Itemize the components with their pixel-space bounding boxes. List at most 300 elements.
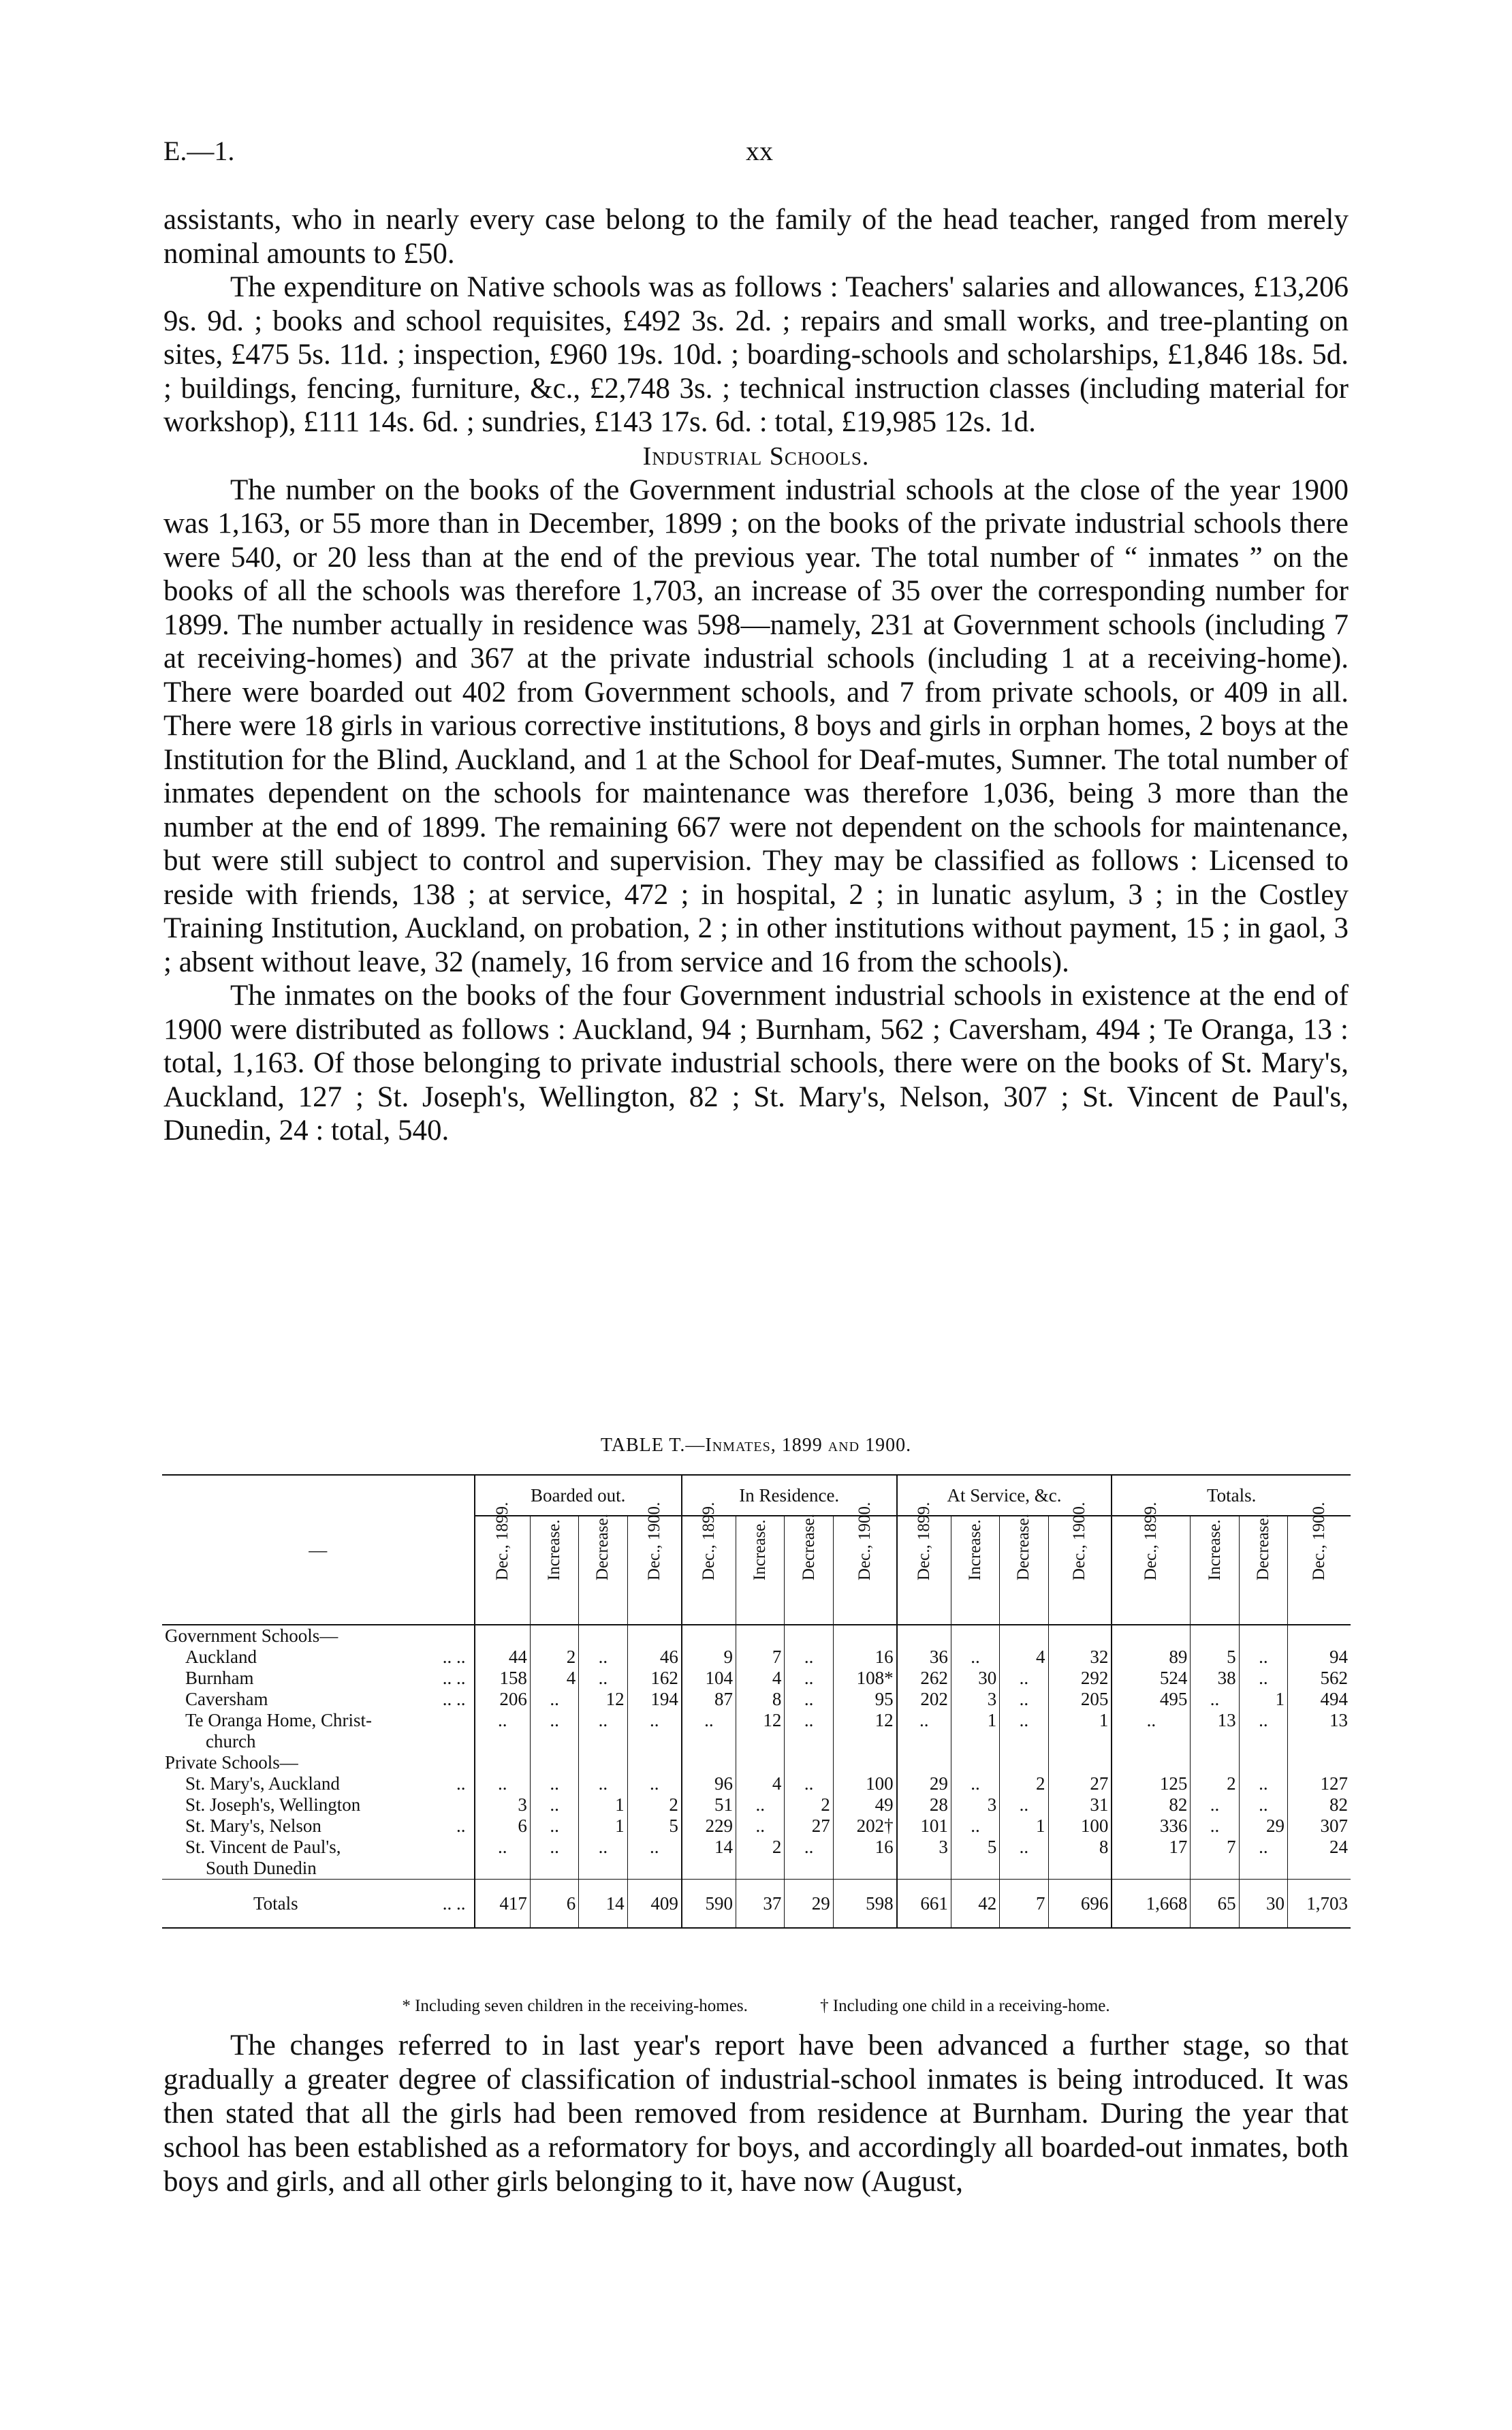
totals-row [162,1880,1351,1929]
table-cell [1191,1858,1239,1880]
row-label [162,1647,475,1668]
table-cell [785,1858,833,1880]
table-cell [627,1858,682,1880]
table-cell [475,1625,531,1647]
table-cell: 1,703 [1288,1880,1351,1929]
table-cell: .. [530,1816,578,1837]
table-cell: .. [736,1794,785,1816]
row-label-text: St. Vincent de Paul's, [185,1837,341,1857]
table-cell: 28 [897,1794,951,1816]
table-row [162,1837,1351,1858]
row-label-leader: .. .. [442,1689,466,1709]
table-cell: 82 [1112,1794,1190,1816]
table-cell [1239,1858,1287,1880]
footnote: † Including one child in a receiving-home. [820,1997,1110,2015]
table-cell: 307 [1288,1816,1351,1837]
table-cell: .. [682,1710,736,1731]
table-row [162,1731,1351,1752]
table-cell: 27 [785,1816,833,1837]
table-cell: 37 [736,1880,785,1929]
table-cell: 36 [897,1647,951,1668]
row-label-leader: .. [456,1773,466,1794]
table-cell: 6 [475,1816,531,1837]
column-header-label: Dec., 1900. [644,1501,663,1580]
table-cell: .. [475,1773,531,1794]
table-cell: .. [785,1773,833,1794]
table-cell [530,1625,578,1647]
table-cell [1112,1858,1190,1880]
table-cell [1288,1731,1351,1752]
table-cell: 27 [1048,1773,1112,1794]
column-header [475,1501,531,1625]
table-cell [1191,1625,1239,1647]
table-cell [682,1731,736,1752]
table-cell: 16 [833,1837,896,1858]
table-row [162,1858,1351,1880]
column-header [833,1501,896,1625]
column-header [1000,1513,1048,1625]
table-cell: 125 [1112,1773,1190,1794]
row-label-text: St. Joseph's, Wellington [185,1794,361,1815]
row-label-leader: .. .. [442,1892,466,1914]
column-header [682,1501,736,1625]
table-cell: 417 [475,1880,531,1929]
table-cell [627,1625,682,1647]
row-label [162,1858,475,1880]
column-header [1048,1501,1112,1625]
table-cell: .. [627,1710,682,1731]
paragraph: The inmates on the books of the four Government industrial schools in existence at the end of 1900 were distributed as follows : Auckland, 94 ; Burnham, 562 ; Caversham, 494 ; Te Oranga, 13 : total, 1,163. Of those belonging to private industrial schools, there were on the books of St. Mary's, Auckland, 127 ; St. Joseph's, Wellington, 82 ; St. Mary's, Nelson, 307 ; St. Vincent de Paul's, Dunedin, 24 : total, 540. [163,980,1349,1147]
table-cell: 1 [579,1816,627,1837]
table-cell: 9 [682,1647,736,1668]
table-cell: 16 [833,1647,896,1668]
table-cell [833,1752,896,1773]
table-cell: 1 [579,1794,627,1816]
table-cell [1239,1625,1287,1647]
column-header [579,1513,627,1625]
table-cell: 3 [897,1837,951,1858]
table-cell: 158 [475,1668,531,1689]
table-cell: 1 [1000,1816,1048,1837]
table-cell: .. [530,1773,578,1794]
table-cell: .. [1191,1794,1239,1816]
group-at-service: At Service, &c. [897,1475,1112,1516]
table-cell: .. [579,1773,627,1794]
row-label-text: Totals [253,1892,298,1914]
paragraph: The changes referred to in last year's report have been advanced a further stage, so that gradually a greater degree of classification of industrial-school inmates is being introduced. It was then stated that all the girls had been removed from residence at Burnham. During the year that school has been established as a reformatory for boys, and accordingly all boarded-out inmates, both boys and girls, and all other girls belonging to it, have now (August, [163,2029,1349,2198]
table-footnotes [163,1997,1349,2016]
paragraph: assistants, who in nearly every case belong to the family of the head teacher, ranged from merely nominal amounts to £50. [163,204,1349,270]
table-cell: 87 [682,1689,736,1710]
table-cell: 3 [951,1689,999,1710]
table-cell: 202† [833,1816,896,1837]
table-cell [1112,1625,1190,1647]
table-cell: .. [1000,1689,1048,1710]
table-cell [1288,1752,1351,1773]
table-cell: 24 [1288,1837,1351,1858]
row-label-leader: .. .. [442,1647,466,1667]
row-label-text: Government Schools— [165,1625,338,1646]
table-cell [1288,1858,1351,1880]
table-cell [1191,1731,1239,1752]
row-label [162,1752,475,1773]
table-cell: 229 [682,1816,736,1837]
table-cell: 38 [1191,1668,1239,1689]
table-cell [1000,1858,1048,1880]
table-cell: .. [785,1689,833,1710]
table-cell [1112,1752,1190,1773]
table-cell: 2 [627,1794,682,1816]
group-totals: Totals. [1112,1475,1351,1516]
column-header-label: Decrease. [1253,1513,1272,1580]
column-header-label: Increase. [545,1518,564,1580]
table-cell: 82 [1288,1794,1351,1816]
table-cell: .. [897,1710,951,1731]
row-label [162,1731,475,1752]
row-label [162,1773,475,1794]
table-cell: .. [579,1668,627,1689]
table-cell: 30 [951,1668,999,1689]
table-cell: 2 [785,1794,833,1816]
column-header-label: Dec., 1899. [699,1501,718,1580]
table-cell: 4 [1000,1647,1048,1668]
table-cell: .. [1000,1668,1048,1689]
table-row [162,1710,1351,1731]
inmates-table [162,1474,1351,1929]
table-cell [1239,1752,1287,1773]
table-cell: 336 [1112,1816,1190,1837]
column-header-label: Dec., 1900. [855,1501,874,1580]
table-cell: 1 [1048,1710,1112,1731]
column-header-label: Decrease. [799,1513,818,1580]
column-header-label: Increase. [1205,1518,1224,1580]
table-cell [1048,1731,1112,1752]
table-cell [897,1625,951,1647]
table-cell: 29 [785,1880,833,1929]
table-cell [736,1625,785,1647]
table-cell: 127 [1288,1773,1351,1794]
paragraph: The expenditure on Native schools was as follows : Teachers' salaries and allowances, £13,206 9s. 9d. ; books and school requisites, £492 3s. 2d. ; repairs and small works, and tree-planting on sites, £475 5s. 11d. ; inspection, £960 19s. 10d. ; boarding-schools and scholarships, £1,846 18s. 5d. ; buildings, fencing, furniture, &c., £2,748 3s. ; technical instruction classes (including material for workshop), £111 14s. 6d. ; sundries, £143 17s. 6d. : total, £19,985 12s. 1d. [163,271,1349,438]
table-cell: 5 [951,1837,999,1858]
table-cell: .. [785,1837,833,1858]
table-cell [951,1625,999,1647]
table-cell [897,1731,951,1752]
table-cell: 96 [682,1773,736,1794]
table-cell: 100 [833,1773,896,1794]
table-cell: 206 [475,1689,531,1710]
paragraph: The number on the books of the Government industrial schools at the close of the year 1900 was 1,163, or 55 more than in December, 1899 ; on the books of the private industrial schools there were 540, or 20 less than at the end of the previous year. The total number of “ inmates ” on the books of all the schools was therefore 1,703, an increase of 35 over the corresponding number for 1899. The number actually in residence was 598—namely, 231 at Government schools (including 7 at receiving-homes) and 367 at the private industrial schools (including 1 at a receiving-home). There were boarded out 402 from Government schools, and 7 from private schools, or 409 in all. There were 18 girls in various corrective institutions, 8 boys and girls in orphan homes, 2 boys at the Institution for the Blind, Auckland, and 1 at the School for Deaf-mutes, Sumner. The total number of inmates dependent on the schools for maintenance was therefore 1,036, being 3 more than the number at the end of 1899. The remaining 667 were not dependent on the schools for maintenance, but were still subject to control and supervision. They may be classified as follows : Licensed to reside with friends, 138 ; at service, 472 ; in hospital, 2 ; in lunatic asylum, 3 ; in the Costley Training Institution, Auckland, on probation, 2 ; in other institutions without payment, 15 ; in gaol, 3 ; absent without leave, 32 (namely, 16 from service and 16 from the schools). [163,473,1349,978]
row-label-text: Private Schools— [165,1752,298,1773]
table-cell: 495 [1112,1689,1190,1710]
row-label-leader: .. .. [442,1668,466,1688]
row-label [162,1837,475,1858]
table-cell: 8 [1048,1837,1112,1858]
table-cell: .. [736,1816,785,1837]
table-row [162,1668,1351,1689]
table-cell: .. [627,1773,682,1794]
section-title: Industrial Schools. [642,441,870,471]
table-cell [897,1858,951,1880]
table-row [162,1816,1351,1837]
table-cell: 562 [1288,1668,1351,1689]
table-cell [736,1731,785,1752]
table-cell: .. [475,1837,531,1858]
table-cell [530,1858,578,1880]
table-cell: .. [1000,1794,1048,1816]
table-cell: .. [951,1773,999,1794]
table-cell [833,1731,896,1752]
table-cell: .. [1239,1773,1287,1794]
table-cell [475,1731,531,1752]
table-group-header [162,1475,1351,1516]
table-row [162,1647,1351,1668]
column-header-label: Decrease. [1014,1513,1033,1580]
table-cell: .. [785,1647,833,1668]
table-cell [736,1752,785,1773]
table-cell [1191,1752,1239,1773]
row-label [162,1880,475,1929]
table-cell: .. [1239,1794,1287,1816]
row-label-text: church [206,1731,256,1751]
row-label [162,1794,475,1816]
footnote: * Including seven children in the receiving-homes. [402,1997,748,2015]
table-cell [1000,1731,1048,1752]
table-title: TABLE T.—Inmates, 1899 and 1900. [600,1435,912,1456]
table-cell: .. [951,1647,999,1668]
row-label-text: Auckland [185,1647,257,1667]
table-cell: 524 [1112,1668,1190,1689]
table-cell: .. [1000,1837,1048,1858]
table-cell: .. [1239,1647,1287,1668]
group-boarded-out: Boarded out. [475,1475,682,1516]
column-header-label: Increase. [751,1518,770,1580]
table-cell [1048,1625,1112,1647]
table-cell: .. [530,1710,578,1731]
table-cell: 108* [833,1668,896,1689]
table-cell: 1,668 [1112,1880,1190,1929]
table-cell: 14 [682,1837,736,1858]
table-cell: .. [785,1710,833,1731]
table-cell: 65 [1191,1880,1239,1929]
group-in-residence: In Residence. [682,1475,897,1516]
table-cell: 8 [736,1689,785,1710]
report-code: E.—1. [163,136,235,166]
table-cell [833,1858,896,1880]
table-cell [951,1752,999,1773]
table-cell: 46 [627,1647,682,1668]
table-cell [682,1752,736,1773]
table-cell: 42 [951,1880,999,1929]
table-cell: 7 [1000,1880,1048,1929]
table-row [162,1773,1351,1794]
table-cell: 14 [579,1880,627,1929]
column-header-label: Dec., 1900. [1070,1501,1089,1580]
page-header [163,135,1355,176]
table-cell: 661 [897,1880,951,1929]
table-cell: 3 [475,1794,531,1816]
column-header [951,1516,999,1625]
table-row [162,1794,1351,1816]
table-cell [579,1858,627,1880]
table-cell: 51 [682,1794,736,1816]
table-cell: 12 [736,1710,785,1731]
table-cell [951,1858,999,1880]
table-cell: .. [579,1710,627,1731]
table-cell: 12 [579,1689,627,1710]
table-cell: 2 [1000,1773,1048,1794]
page-number: xx [746,136,773,166]
table-cell: .. [579,1647,627,1668]
table-cell: .. [1112,1710,1190,1731]
row-label-text: St. Mary's, Nelson [185,1816,321,1836]
table-cell [951,1731,999,1752]
table-cell [1048,1752,1112,1773]
table-cell: 101 [897,1816,951,1837]
table-cell: 29 [1239,1816,1287,1837]
table-cell: 3 [951,1794,999,1816]
table-cell: 194 [627,1689,682,1710]
table-cell: 4 [530,1668,578,1689]
table-cell: 94 [1288,1647,1351,1668]
table-cell [579,1731,627,1752]
table-cell [1000,1752,1048,1773]
table-cell [833,1625,896,1647]
table-cell: 7 [736,1647,785,1668]
table-cell: .. [785,1668,833,1689]
row-label [162,1668,475,1689]
table-cell: 32 [1048,1647,1112,1668]
table-cell: 2 [530,1647,578,1668]
table-cell: 29 [897,1773,951,1794]
row-label-text: Caversham [185,1689,268,1709]
table-cell [682,1858,736,1880]
body-text-top [163,203,1349,1148]
table-cell: 2 [1191,1773,1239,1794]
table-cell: 49 [833,1794,896,1816]
table-cell: 409 [627,1880,682,1929]
table-cell [475,1858,531,1880]
table-cell: .. [1000,1710,1048,1731]
table-cell: .. [475,1710,531,1731]
table-cell [627,1731,682,1752]
table-cell: 104 [682,1668,736,1689]
table-cell: 1 [951,1710,999,1731]
table-corner: — [162,1475,475,1625]
column-header [897,1501,951,1625]
table-cell [1112,1731,1190,1752]
row-label-text: Burnham [185,1668,254,1688]
column-header-label: Dec., 1899. [492,1501,511,1580]
table-cell: .. [530,1689,578,1710]
table-cell: .. [1191,1689,1239,1710]
table-cell: 7 [1191,1837,1239,1858]
table-cell: 162 [627,1668,682,1689]
table-cell [785,1731,833,1752]
table-cell [627,1752,682,1773]
table-row [162,1625,1351,1647]
column-header-label: Increase. [966,1518,985,1580]
table-cell: 13 [1288,1710,1351,1731]
column-header-label: Dec., 1899. [914,1501,933,1580]
table-cell [785,1625,833,1647]
table-cell: .. [579,1837,627,1858]
table-cell: 30 [1239,1880,1287,1929]
table-cell: 696 [1048,1880,1112,1929]
table-cell: .. [1239,1837,1287,1858]
table-cell [1239,1731,1287,1752]
table-cell: 95 [833,1689,896,1710]
table-cell [579,1752,627,1773]
table-cell: 100 [1048,1816,1112,1837]
row-label-text: St. Mary's, Auckland [185,1773,340,1794]
table-cell: 202 [897,1689,951,1710]
column-header [627,1501,682,1625]
table-cell: 13 [1191,1710,1239,1731]
table-cell: 44 [475,1647,531,1668]
table-cell: 494 [1288,1689,1351,1710]
table-cell [897,1752,951,1773]
column-header [785,1513,833,1625]
row-label [162,1710,475,1731]
table-cell: 2 [736,1837,785,1858]
body-text-bottom [163,2029,1349,2199]
table-cell: 590 [682,1880,736,1929]
column-header-label: Dec., 1900. [1310,1501,1328,1580]
column-header [1239,1513,1287,1625]
table-cell: .. [530,1794,578,1816]
table-cell [785,1752,833,1773]
column-header [1191,1516,1239,1625]
column-header-label: Dec., 1899. [1141,1501,1161,1580]
table-cell: 598 [833,1880,896,1929]
table-cell [579,1625,627,1647]
table-cell [530,1752,578,1773]
column-header [1288,1501,1351,1625]
row-label-text: South Dunedin [206,1858,317,1878]
table-cell: 5 [1191,1647,1239,1668]
table-cell: .. [530,1837,578,1858]
row-label [162,1816,475,1837]
table-cell: 6 [530,1880,578,1929]
table-cell: .. [627,1837,682,1858]
column-header [530,1516,578,1625]
table-cell [475,1752,531,1773]
table-cell [1048,1858,1112,1880]
row-label-leader: .. [456,1816,466,1836]
table-cell [530,1731,578,1752]
table-cell: 17 [1112,1837,1190,1858]
table-cell: .. [951,1816,999,1837]
table-cell: 1 [1239,1689,1287,1710]
table-cell: 262 [897,1668,951,1689]
table-cell: 89 [1112,1647,1190,1668]
table-cell [682,1625,736,1647]
row-label [162,1689,475,1710]
table-cell: .. [1239,1668,1287,1689]
table-cell [736,1858,785,1880]
column-header-label: Decrease. [593,1513,612,1580]
table-cell [1000,1625,1048,1647]
table-cell: 4 [736,1668,785,1689]
table-cell: 31 [1048,1794,1112,1816]
table-cell: 12 [833,1710,896,1731]
row-label-text: Te Oranga Home, Christ- [185,1710,373,1730]
table-cell [1288,1625,1351,1647]
column-header [1112,1501,1190,1625]
table-cell: 5 [627,1816,682,1837]
row-label [162,1625,475,1647]
table-cell: .. [1191,1816,1239,1837]
